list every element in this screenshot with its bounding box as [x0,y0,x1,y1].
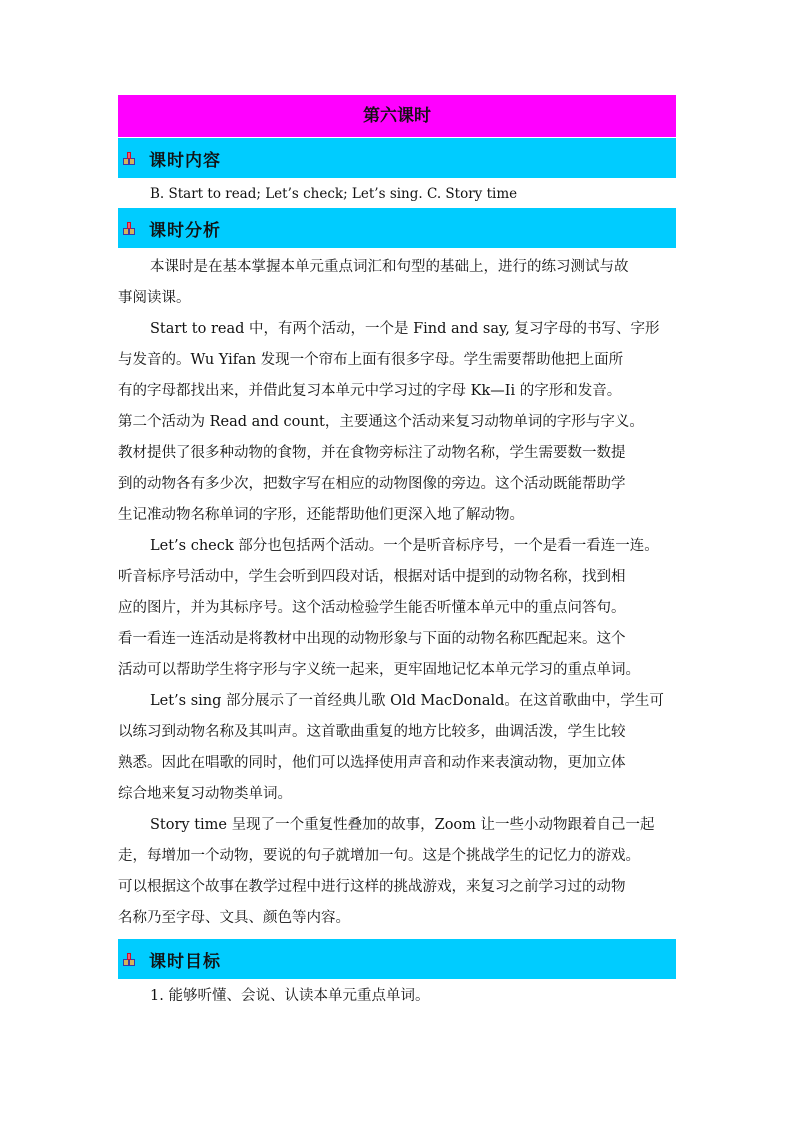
analysis-line: Let’s check 部分也包括两个活动。一个是听音标序号，一个是看一看连一连。 [150,538,659,554]
analysis-line: Story time 呈现了一个重复性叠加的故事，Zoom 让一些小动物跟着自己一起 [150,817,655,833]
analysis-line: 走，每增加一个动物，要说的句子就增加一句。这是个挑战学生的记忆力的游戏。 [118,848,640,864]
analysis-line: 本课时是在基本掌握本单元重点词汇和句型的基础上，进行的练习测试与故 [150,259,629,275]
analysis-line: 综合地来复习动物类单词。 [118,786,292,802]
lesson-title-bar [118,95,676,137]
section-content-text: B. Start to read; Let’s check; Let’s sing. C. Story time [150,186,518,202]
analysis-line: 有的字母都找出来，并借此复习本单元中学习过的字母 Kk—Ii 的字形和发音。 [118,383,622,399]
lesson-page [118,95,676,1013]
section-analysis-header [118,208,676,248]
analysis-line: 应的图片，并为其标序号。这个活动检验学生能否听懂本单元中的重点问答句。 [118,600,626,616]
section-goals-heading: 课时目标 [149,951,221,972]
analysis-line: 可以根据这个故事在教学过程中进行这样的挑战游戏，来复习之前学习过的动物 [118,879,626,895]
analysis-line: 生记准动物名称单词的字形，还能帮助他们更深入地了解动物。 [118,507,524,523]
analysis-line: 以练习到动物名称及其叫声。这首歌曲重复的地方比较多，曲调活泼，学生比较 [118,724,626,740]
bookmark-icon [122,151,136,165]
analysis-line: 熟悉。因此在唱歌的同时，他们可以选择使用声音和动作来表演动物，更加立体 [118,755,626,771]
analysis-line: 看一看连一连活动是将教材中出现的动物形象与下面的动物名称匹配起来。这个 [118,631,626,647]
section-goals-header [118,939,676,979]
analysis-line: 听音标序号活动中，学生会听到四段对话，根据对话中提到的动物名称，找到相 [118,569,626,585]
analysis-line: Let’s sing 部分展示了一首经典儿歌 Old MacDonald。在这首歌曲中，学生可 [150,693,664,709]
section-analysis-body [118,248,676,939]
section-content-header [118,138,676,178]
lesson-title: 第六课时 [363,106,431,126]
analysis-line: 活动可以帮助学生将字形与字义统一起来，更牢固地记忆本单元学习的重点单词。 [118,662,640,678]
analysis-line: 事阅读课。 [118,290,191,306]
section-analysis-heading: 课时分析 [149,220,221,241]
goal-item: 1. 能够听懂、会说、认读本单元重点单词。 [150,988,430,1004]
analysis-line: 到的动物各有多少次，把数字写在相应的动物图像的旁边。这个活动既能帮助学 [118,476,626,492]
analysis-line: Start to read 中，有两个活动，一个是 Find and say, 复习字母的书写、字形 [150,321,660,337]
analysis-line: 与发音的。Wu Yifan 发现一个帘布上面有很多字母。学生需要帮助他把上面所 [118,352,624,368]
section-content-heading: 课时内容 [149,150,221,171]
analysis-line: 名称乃至字母、文具、颜色等内容。 [118,910,350,926]
analysis-line: 第二个活动为 Read and count，主要通这个活动来复习动物单词的字形与字义。 [118,414,644,430]
analysis-line: 教材提供了很多种动物的食物，并在食物旁标注了动物名称，学生需要数一数提 [118,445,626,461]
bookmark-icon [122,221,136,235]
bookmark-icon [122,952,136,966]
